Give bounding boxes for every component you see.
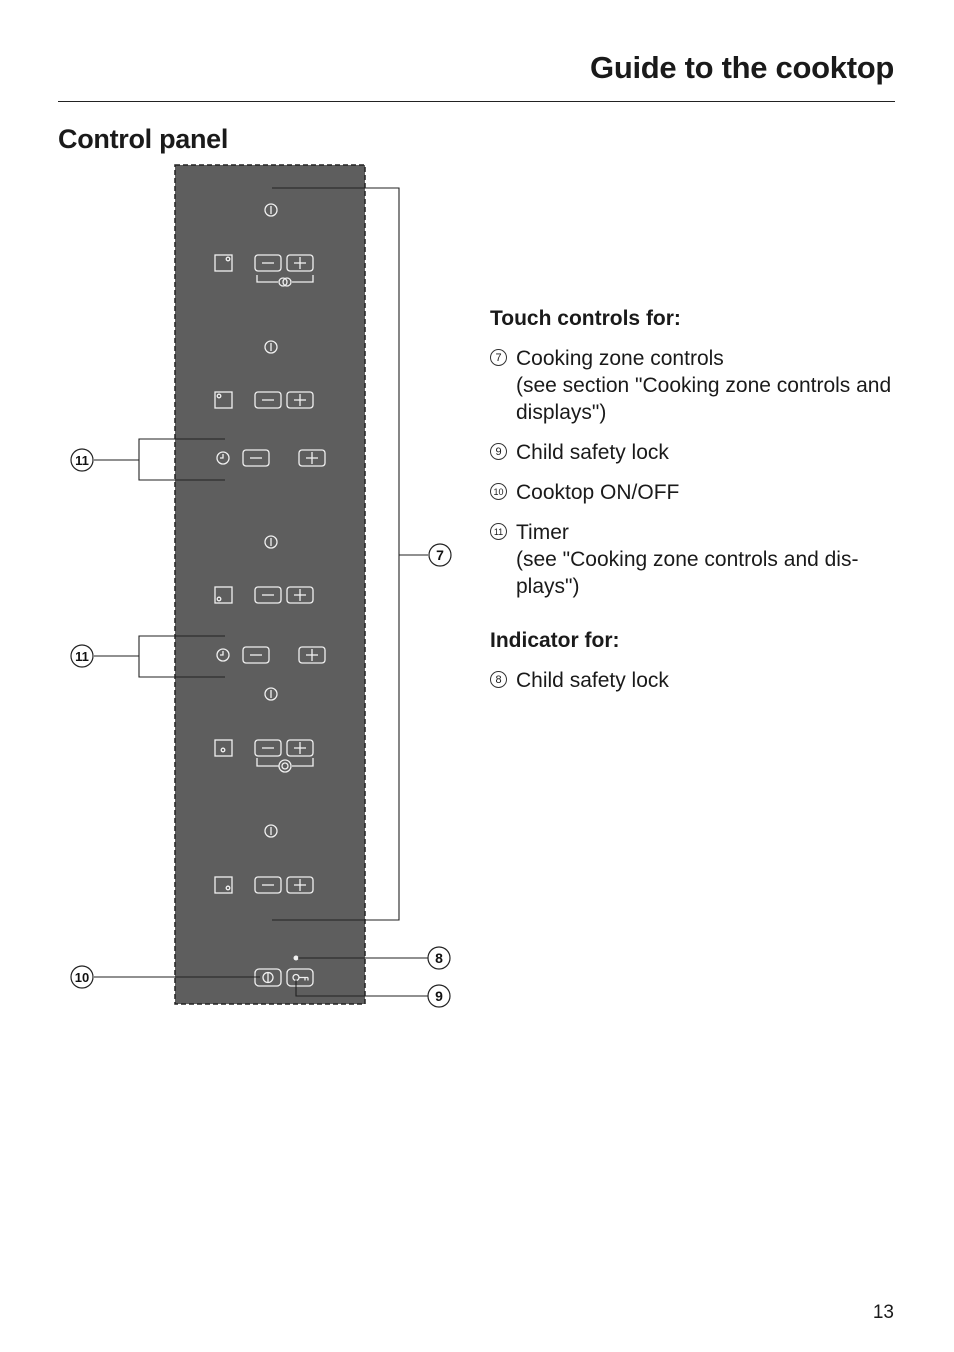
legend-text: Child safety lock: [516, 441, 669, 464]
title-rule: [58, 101, 895, 102]
page-title: Guide to the cooktop: [590, 50, 894, 85]
legend-item-timer: [490, 519, 910, 600]
legend-text: Cooking zone controls: [516, 347, 724, 370]
svg-text:9: 9: [435, 988, 443, 1004]
callout-11-bottom: [71, 645, 93, 667]
legend-text: Timer: [516, 521, 569, 544]
legend-text: Child safety lock: [516, 669, 669, 692]
legend-number: 10: [490, 483, 507, 500]
svg-text:10: 10: [74, 970, 90, 985]
legend-number: 8: [490, 671, 507, 688]
legend-number: 11: [490, 523, 507, 540]
svg-text:8: 8: [435, 950, 443, 966]
legend-subtext: (see section "Cooking zone controls and displays"): [516, 374, 892, 424]
legend-number: 7: [490, 349, 507, 366]
control-panel-surface: [175, 165, 365, 1004]
svg-text:11: 11: [75, 649, 89, 664]
touch-controls-heading: Touch controls for:: [490, 307, 681, 330]
legend-item-cooktop-on-off: [490, 479, 910, 506]
legend: [490, 305, 910, 707]
legend-item-child-safety-lock: [490, 439, 910, 466]
callout-9: [428, 985, 450, 1007]
callout-7: [429, 544, 451, 566]
page-number: 13: [872, 1302, 894, 1323]
child-lock-indicator-light: [294, 956, 299, 961]
callout-10: [71, 966, 93, 988]
callout-8: [428, 947, 450, 969]
legend-item-cooking-zone-controls: [490, 345, 910, 426]
callout-11-top: [71, 449, 93, 471]
indicator-heading: Indicator for:: [490, 629, 620, 652]
legend-text: Cooktop ON/OFF: [516, 481, 680, 504]
legend-subtext: (see "Cooking zone controls and dis-plays"): [516, 548, 859, 598]
section-heading: Control panel: [58, 124, 229, 154]
legend-item-indicator-child-safety-lock: [490, 667, 910, 694]
svg-text:7: 7: [436, 547, 444, 563]
legend-number: 9: [490, 443, 507, 460]
svg-text:11: 11: [75, 453, 89, 468]
